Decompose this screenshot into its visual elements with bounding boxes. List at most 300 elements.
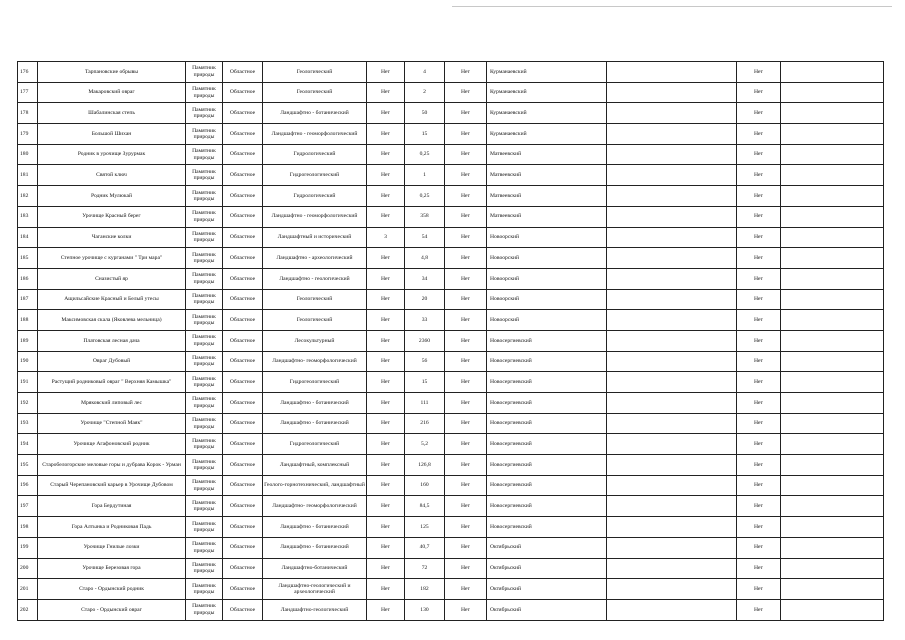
cell-category: Памятник природы	[186, 227, 223, 248]
cell-profile: Ландшафтно - ботанический	[263, 393, 367, 414]
cell-district: Октябрьский	[487, 579, 607, 600]
cell-status: Нет	[737, 372, 781, 393]
cell-number: 178	[18, 103, 38, 124]
cell-area: 2	[405, 82, 445, 103]
cell-profile: Гидрологический	[263, 186, 367, 207]
cell-extra	[781, 165, 884, 186]
table-row	[18, 372, 884, 393]
table-row	[18, 227, 884, 248]
cell-profile: Ландшафтно - археологический	[263, 248, 367, 269]
cell-protected-zone: Нет	[445, 455, 487, 476]
cell-area: 54	[405, 227, 445, 248]
cell-category: Памятник природы	[186, 475, 223, 496]
cell-extra	[781, 455, 884, 476]
cell-district: Новоорский	[487, 268, 607, 289]
cell-category: Памятник природы	[186, 268, 223, 289]
cell-profile: Геолого-горнотехнический, ландшафтный	[263, 475, 367, 496]
cell-extra	[781, 289, 884, 310]
cell-protected-zone: Нет	[445, 82, 487, 103]
cell-cluster: Нет	[367, 330, 405, 351]
cell-notes	[607, 103, 737, 124]
cell-status: Нет	[737, 82, 781, 103]
cell-profile: Ландшафтно - ботанический	[263, 103, 367, 124]
cell-area: 182	[405, 579, 445, 600]
cell-significance: Областное	[223, 537, 263, 558]
cell-area: 20	[405, 289, 445, 310]
cell-category: Памятник природы	[186, 496, 223, 517]
cell-profile: Ландшафтно - ботанический	[263, 413, 367, 434]
cell-extra	[781, 434, 884, 455]
cell-notes	[607, 165, 737, 186]
cell-extra	[781, 206, 884, 227]
cell-protected-zone: Нет	[445, 517, 487, 538]
cell-notes	[607, 351, 737, 372]
cell-number: 180	[18, 144, 38, 165]
cell-area: 1	[405, 165, 445, 186]
cell-protected-zone: Нет	[445, 434, 487, 455]
cell-extra	[781, 310, 884, 331]
cell-category: Памятник природы	[186, 310, 223, 331]
cell-protected-zone: Нет	[445, 393, 487, 414]
table-row	[18, 413, 884, 434]
cell-area: 72	[405, 558, 445, 579]
cell-protected-zone: Нет	[445, 537, 487, 558]
cell-number: 176	[18, 62, 38, 83]
cell-significance: Областное	[223, 558, 263, 579]
cell-protected-zone: Нет	[445, 351, 487, 372]
cell-cluster: Нет	[367, 206, 405, 227]
cell-number: 196	[18, 475, 38, 496]
cell-object-name: Родник Мулюкай	[38, 186, 186, 207]
cell-area: 0,25	[405, 144, 445, 165]
cell-category: Памятник природы	[186, 579, 223, 600]
cell-cluster: Нет	[367, 351, 405, 372]
cell-area: 111	[405, 393, 445, 414]
cell-significance: Областное	[223, 475, 263, 496]
cell-profile: Гидрологический	[263, 144, 367, 165]
cell-profile: Ландшафтно - ботанический	[263, 517, 367, 538]
cell-category: Памятник природы	[186, 517, 223, 538]
cell-district: Новосергиевский	[487, 372, 607, 393]
cell-significance: Областное	[223, 330, 263, 351]
cell-notes	[607, 186, 737, 207]
cell-district: Новосергиевский	[487, 330, 607, 351]
cell-extra	[781, 496, 884, 517]
cell-significance: Областное	[223, 372, 263, 393]
cell-district: Курманаевский	[487, 62, 607, 83]
cell-status: Нет	[737, 62, 781, 83]
cell-notes	[607, 517, 737, 538]
cell-number: 181	[18, 165, 38, 186]
cell-notes	[607, 248, 737, 269]
cell-number: 191	[18, 372, 38, 393]
cell-extra	[781, 248, 884, 269]
cell-status: Нет	[737, 496, 781, 517]
cell-significance: Областное	[223, 393, 263, 414]
cell-significance: Областное	[223, 144, 263, 165]
cell-extra	[781, 124, 884, 145]
cell-significance: Областное	[223, 62, 263, 83]
cell-profile: Гидрогеологический	[263, 165, 367, 186]
cell-profile: Геологический	[263, 62, 367, 83]
cell-object-name: Степное урочище с курганами " Три мара"	[38, 248, 186, 269]
table-row	[18, 144, 884, 165]
table-row	[18, 475, 884, 496]
cell-district: Новоорский	[487, 227, 607, 248]
cell-category: Памятник природы	[186, 248, 223, 269]
cell-category: Памятник природы	[186, 599, 223, 620]
cell-cluster: Нет	[367, 434, 405, 455]
cell-notes	[607, 289, 737, 310]
cell-significance: Областное	[223, 351, 263, 372]
cell-cluster: Нет	[367, 579, 405, 600]
cell-object-name: Сназистый яр	[38, 268, 186, 289]
cell-profile: Ландшафтно-геологический и археологический	[263, 579, 367, 600]
cell-cluster: Нет	[367, 165, 405, 186]
cell-category: Памятник природы	[186, 165, 223, 186]
cell-object-name: Урочище "Степной Маяк"	[38, 413, 186, 434]
table-body	[18, 62, 884, 621]
cell-district: Новоорский	[487, 289, 607, 310]
cell-number: 179	[18, 124, 38, 145]
cell-extra	[781, 144, 884, 165]
cell-object-name: Большой Шихан	[38, 124, 186, 145]
table-row	[18, 517, 884, 538]
cell-area: 0,25	[405, 186, 445, 207]
cell-status: Нет	[737, 434, 781, 455]
cell-district: Новосергиевский	[487, 413, 607, 434]
cell-extra	[781, 558, 884, 579]
cell-area: 2360	[405, 330, 445, 351]
cell-significance: Областное	[223, 165, 263, 186]
cell-profile: Ландшафтно - ботанический	[263, 537, 367, 558]
cell-status: Нет	[737, 455, 781, 476]
cell-category: Памятник природы	[186, 455, 223, 476]
cell-cluster: Нет	[367, 289, 405, 310]
table-row	[18, 248, 884, 269]
cell-status: Нет	[737, 558, 781, 579]
cell-area: 130	[405, 599, 445, 620]
cell-object-name: Старобелогорские меловые горы и дубрава Корок - Урман	[38, 455, 186, 476]
cell-profile: Ландшафтно - геоморфологический	[263, 206, 367, 227]
cell-cluster: Нет	[367, 310, 405, 331]
cell-profile: Ландшафтно-ботанический	[263, 558, 367, 579]
cell-category: Памятник природы	[186, 82, 223, 103]
cell-area: 84,5	[405, 496, 445, 517]
cell-notes	[607, 599, 737, 620]
cell-object-name: Макаровский овраг	[38, 82, 186, 103]
cell-category: Памятник природы	[186, 124, 223, 145]
cell-significance: Областное	[223, 268, 263, 289]
cell-number: 177	[18, 82, 38, 103]
cell-number: 187	[18, 289, 38, 310]
cell-profile: Ландшафтно - геологический	[263, 268, 367, 289]
cell-object-name: Шабалинская степь	[38, 103, 186, 124]
cell-significance: Областное	[223, 413, 263, 434]
cell-significance: Областное	[223, 248, 263, 269]
table-row	[18, 558, 884, 579]
table-row	[18, 351, 884, 372]
cell-category: Памятник природы	[186, 144, 223, 165]
cell-significance: Областное	[223, 227, 263, 248]
cell-extra	[781, 62, 884, 83]
table-row	[18, 124, 884, 145]
cell-number: 201	[18, 579, 38, 600]
cell-protected-zone: Нет	[445, 206, 487, 227]
cell-object-name: Старый Черепановский карьер в Урочище Дубовом	[38, 475, 186, 496]
cell-category: Памятник природы	[186, 413, 223, 434]
cell-cluster: Нет	[367, 372, 405, 393]
cell-number: 193	[18, 413, 38, 434]
cell-number: 192	[18, 393, 38, 414]
cell-profile: Лесокультурный	[263, 330, 367, 351]
cell-object-name: Гора Алтынка и Родниковая Падь	[38, 517, 186, 538]
table-row	[18, 268, 884, 289]
cell-notes	[607, 144, 737, 165]
document-sheet	[17, 61, 884, 621]
cell-status: Нет	[737, 537, 781, 558]
table-row	[18, 579, 884, 600]
cell-cluster: Нет	[367, 413, 405, 434]
cell-area: 216	[405, 413, 445, 434]
cell-object-name: Овраг Дубовый	[38, 351, 186, 372]
cell-object-name: Урочище Красный берег	[38, 206, 186, 227]
cell-object-name: Старо - Ордынский родник	[38, 579, 186, 600]
cell-object-name: Урочище Березовая гора	[38, 558, 186, 579]
cell-cluster: Нет	[367, 599, 405, 620]
cell-area: 40,7	[405, 537, 445, 558]
cell-district: Октябрьский	[487, 558, 607, 579]
cell-cluster: Нет	[367, 475, 405, 496]
cell-significance: Областное	[223, 579, 263, 600]
cell-status: Нет	[737, 124, 781, 145]
cell-extra	[781, 351, 884, 372]
cell-cluster: Нет	[367, 124, 405, 145]
cell-protected-zone: Нет	[445, 248, 487, 269]
cell-district: Новосергиевский	[487, 496, 607, 517]
cell-district: Новосергиевский	[487, 434, 607, 455]
cell-number: 189	[18, 330, 38, 351]
cell-status: Нет	[737, 268, 781, 289]
cell-status: Нет	[737, 351, 781, 372]
cell-object-name: Чаганские колки	[38, 227, 186, 248]
cell-category: Памятник природы	[186, 434, 223, 455]
cell-category: Памятник природы	[186, 351, 223, 372]
cell-profile: Геологический	[263, 289, 367, 310]
cell-object-name: Родник в урочище Зурурмак	[38, 144, 186, 165]
cell-object-name: Растущий родниковый овраг " Верхняя Камышка"	[38, 372, 186, 393]
cell-number: 183	[18, 206, 38, 227]
cell-extra	[781, 475, 884, 496]
cell-area: 358	[405, 206, 445, 227]
cell-significance: Областное	[223, 455, 263, 476]
cell-extra	[781, 372, 884, 393]
cell-number: 182	[18, 186, 38, 207]
cell-status: Нет	[737, 289, 781, 310]
cell-object-name: Максимовская скала (Яковлева мельница)	[38, 310, 186, 331]
cell-notes	[607, 310, 737, 331]
cell-area: 4,8	[405, 248, 445, 269]
cell-notes	[607, 579, 737, 600]
cell-notes	[607, 62, 737, 83]
cell-cluster: Нет	[367, 455, 405, 476]
cell-notes	[607, 372, 737, 393]
table-row	[18, 186, 884, 207]
cell-protected-zone: Нет	[445, 165, 487, 186]
cell-district: Новоорский	[487, 248, 607, 269]
cell-category: Памятник природы	[186, 537, 223, 558]
table-row	[18, 62, 884, 83]
cell-district: Курманаевский	[487, 124, 607, 145]
cell-cluster: Нет	[367, 537, 405, 558]
cell-number: 198	[18, 517, 38, 538]
cell-status: Нет	[737, 413, 781, 434]
cell-significance: Областное	[223, 124, 263, 145]
cell-extra	[781, 537, 884, 558]
cell-number: 195	[18, 455, 38, 476]
cell-district: Матвеевский	[487, 206, 607, 227]
cell-number: 184	[18, 227, 38, 248]
cell-district: Новоорский	[487, 310, 607, 331]
cell-significance: Областное	[223, 206, 263, 227]
cell-category: Памятник природы	[186, 558, 223, 579]
cell-object-name: Платовская лесная дача	[38, 330, 186, 351]
cell-status: Нет	[737, 227, 781, 248]
cell-district: Октябрьский	[487, 537, 607, 558]
cell-significance: Областное	[223, 599, 263, 620]
cell-significance: Областное	[223, 103, 263, 124]
cell-status: Нет	[737, 330, 781, 351]
cell-status: Нет	[737, 186, 781, 207]
cell-cluster: Нет	[367, 496, 405, 517]
cell-profile: Ландшафтно-геологический	[263, 599, 367, 620]
cell-protected-zone: Нет	[445, 144, 487, 165]
cell-area: 4	[405, 62, 445, 83]
cell-object-name: Тарпановские обрывы	[38, 62, 186, 83]
cell-significance: Областное	[223, 289, 263, 310]
cell-cluster: Нет	[367, 103, 405, 124]
cell-protected-zone: Нет	[445, 496, 487, 517]
cell-category: Памятник природы	[186, 62, 223, 83]
cell-status: Нет	[737, 579, 781, 600]
cell-status: Нет	[737, 144, 781, 165]
cell-area: 15	[405, 124, 445, 145]
cell-profile: Ландшафтный, комплексный	[263, 455, 367, 476]
cell-profile: Геологический	[263, 82, 367, 103]
cell-significance: Областное	[223, 186, 263, 207]
cell-extra	[781, 186, 884, 207]
cell-notes	[607, 227, 737, 248]
cell-protected-zone: Нет	[445, 268, 487, 289]
cell-significance: Областное	[223, 496, 263, 517]
cell-profile: Ландшафтно - геоморфологический	[263, 124, 367, 145]
cell-area: 33	[405, 310, 445, 331]
cell-cluster: Нет	[367, 558, 405, 579]
cell-notes	[607, 413, 737, 434]
cell-number: 194	[18, 434, 38, 455]
cell-cluster: Нет	[367, 517, 405, 538]
cell-district: Новосергиевский	[487, 475, 607, 496]
cell-cluster: Нет	[367, 268, 405, 289]
cell-extra	[781, 599, 884, 620]
cell-extra	[781, 413, 884, 434]
cell-protected-zone: Нет	[445, 289, 487, 310]
cell-protected-zone: Нет	[445, 62, 487, 83]
cell-cluster: Нет	[367, 144, 405, 165]
cell-cluster: Нет	[367, 62, 405, 83]
cell-district: Октябрьский	[487, 599, 607, 620]
cell-district: Курманаевский	[487, 103, 607, 124]
cell-extra	[781, 579, 884, 600]
cell-protected-zone: Нет	[445, 330, 487, 351]
cell-number: 190	[18, 351, 38, 372]
cell-protected-zone: Нет	[445, 599, 487, 620]
cell-protected-zone: Нет	[445, 558, 487, 579]
cell-protected-zone: Нет	[445, 310, 487, 331]
table-row	[18, 537, 884, 558]
cell-status: Нет	[737, 475, 781, 496]
cell-district: Новосергиевский	[487, 393, 607, 414]
cell-significance: Областное	[223, 517, 263, 538]
cell-extra	[781, 227, 884, 248]
cell-object-name: Гора Бердутиная	[38, 496, 186, 517]
cell-notes	[607, 330, 737, 351]
table-row	[18, 103, 884, 124]
cell-extra	[781, 103, 884, 124]
cell-district: Матвеевский	[487, 165, 607, 186]
cell-area: 5,2	[405, 434, 445, 455]
cell-extra	[781, 268, 884, 289]
cell-notes	[607, 455, 737, 476]
table-row	[18, 330, 884, 351]
cell-cluster: Нет	[367, 186, 405, 207]
table-row	[18, 289, 884, 310]
cell-number: 200	[18, 558, 38, 579]
table-row	[18, 455, 884, 476]
cell-object-name: Старо - Ордынский овраг	[38, 599, 186, 620]
table-row	[18, 434, 884, 455]
cell-profile: Ландшафтно- геоморфологический	[263, 496, 367, 517]
cell-category: Памятник природы	[186, 186, 223, 207]
cell-number: 199	[18, 537, 38, 558]
table-row	[18, 310, 884, 331]
cell-profile: Ландшафтно- геоморфологический	[263, 351, 367, 372]
cell-notes	[607, 558, 737, 579]
cell-object-name: Урочище Гнилые лозки	[38, 537, 186, 558]
cell-notes	[607, 82, 737, 103]
cell-district: Новосергиевский	[487, 455, 607, 476]
cell-protected-zone: Нет	[445, 124, 487, 145]
cell-object-name: Святой ключ	[38, 165, 186, 186]
cell-category: Памятник природы	[186, 372, 223, 393]
cell-area: 15	[405, 372, 445, 393]
cell-area: 56	[405, 351, 445, 372]
cell-notes	[607, 434, 737, 455]
cell-category: Памятник природы	[186, 393, 223, 414]
cell-significance: Областное	[223, 82, 263, 103]
cell-extra	[781, 393, 884, 414]
cell-extra	[781, 82, 884, 103]
cell-category: Памятник природы	[186, 289, 223, 310]
cell-notes	[607, 496, 737, 517]
cell-notes	[607, 268, 737, 289]
cell-significance: Областное	[223, 310, 263, 331]
cell-protected-zone: Нет	[445, 372, 487, 393]
cell-area: 126,8	[405, 455, 445, 476]
cell-cluster: Нет	[367, 393, 405, 414]
cell-extra	[781, 517, 884, 538]
cell-profile: Ландшафтный и исторический	[263, 227, 367, 248]
